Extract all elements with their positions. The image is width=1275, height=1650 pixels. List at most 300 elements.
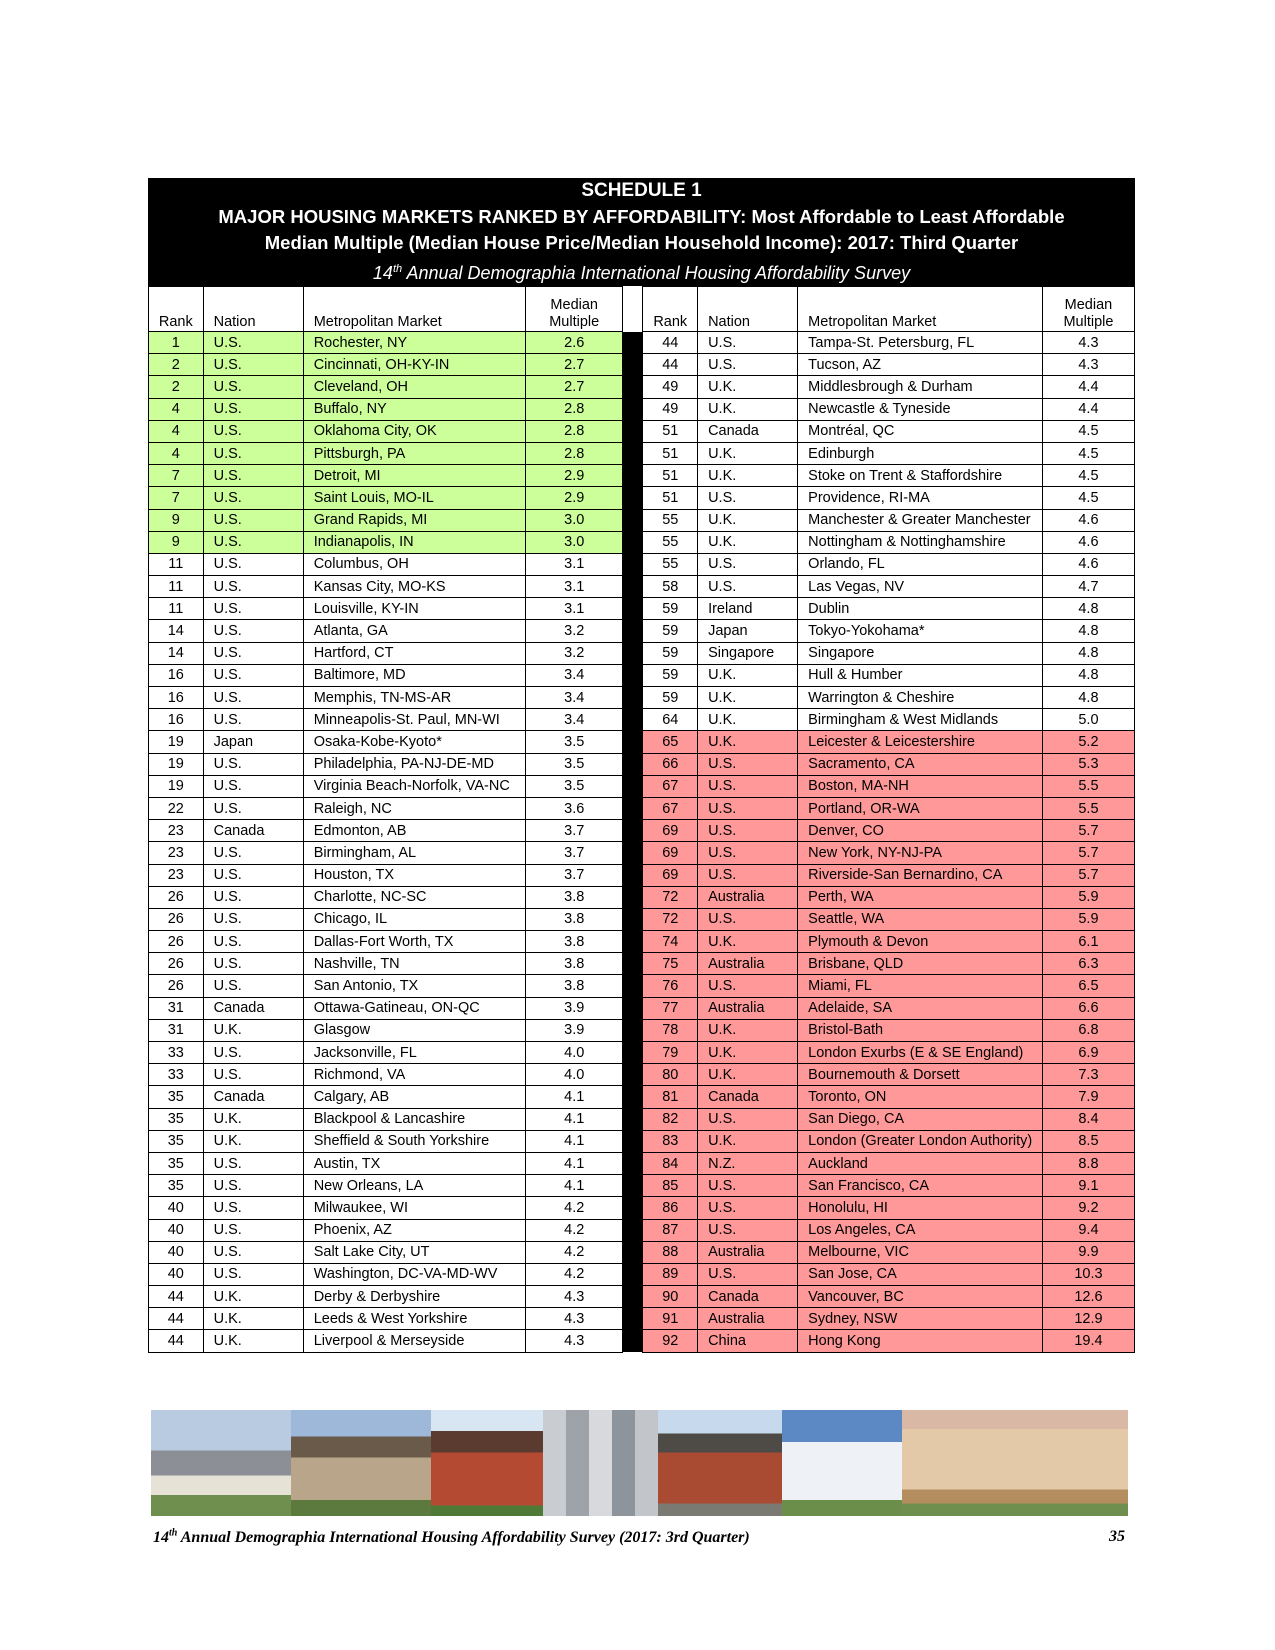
rank-cell: 55: [643, 509, 698, 531]
column-gap: [623, 975, 643, 997]
house-photo: [543, 1410, 658, 1516]
column-gap: [623, 576, 643, 598]
market-cell: Blackpool & Lancashire: [303, 1108, 525, 1130]
nation-cell: U.S.: [698, 354, 798, 376]
column-gap: [623, 420, 643, 442]
rank-cell: 87: [643, 1219, 698, 1241]
rank-cell: 79: [643, 1042, 698, 1064]
nation-cell: U.K.: [698, 465, 798, 487]
rank-cell: 85: [643, 1175, 698, 1197]
multiple-cell: 4.8: [1042, 598, 1134, 620]
market-cell: Orlando, FL: [798, 553, 1043, 575]
multiple-cell: 4.3: [1042, 354, 1134, 376]
market-cell: Louisville, KY-IN: [303, 598, 525, 620]
nation-cell: Canada: [698, 1086, 798, 1108]
column-gap: [623, 1263, 643, 1285]
table-row: [149, 709, 1135, 731]
market-cell: Glasgow: [303, 1019, 525, 1041]
multiple-cell: 3.4: [526, 687, 623, 709]
rank-cell: 11: [149, 576, 204, 598]
market-cell: Richmond, VA: [303, 1064, 525, 1086]
market-cell: Phoenix, AZ: [303, 1219, 525, 1241]
column-gap: [623, 1019, 643, 1041]
table-row: [149, 1019, 1135, 1041]
rank-cell: 16: [149, 664, 204, 686]
table-row: [149, 864, 1135, 886]
nation-cell: U.S.: [698, 576, 798, 598]
multiple-cell: 5.3: [1042, 753, 1134, 775]
nation-cell: U.K.: [698, 398, 798, 420]
table-row: [149, 1263, 1135, 1285]
nation-cell: U.S.: [698, 1263, 798, 1285]
multiple-cell: 7.9: [1042, 1086, 1134, 1108]
column-gap: [623, 531, 643, 553]
nation-cell: U.S.: [203, 687, 303, 709]
nation-cell: U.S.: [698, 820, 798, 842]
rank-cell: 23: [149, 820, 204, 842]
rank-cell: 11: [149, 553, 204, 575]
multiple-cell: 3.4: [526, 709, 623, 731]
column-gap: [623, 465, 643, 487]
nation-cell: U.K.: [203, 1019, 303, 1041]
multiple-cell: 19.4: [1042, 1330, 1134, 1352]
market-cell: Virginia Beach-Norfolk, VA-NC: [303, 775, 525, 797]
multiple-cell: 3.6: [526, 797, 623, 819]
rank-cell: 86: [643, 1197, 698, 1219]
market-cell: Bristol-Bath: [798, 1019, 1043, 1041]
multiple-cell: 5.2: [1042, 731, 1134, 753]
market-cell: Bournemouth & Dorsett: [798, 1064, 1043, 1086]
nation-cell: U.K.: [203, 1286, 303, 1308]
page-number: 35: [1109, 1528, 1125, 1545]
nation-cell: U.S.: [203, 797, 303, 819]
market-cell: Tampa-St. Petersburg, FL: [798, 332, 1043, 354]
column-gap: [623, 864, 643, 886]
table-row: [149, 420, 1135, 442]
rank-cell: 51: [643, 465, 698, 487]
market-cell: Baltimore, MD: [303, 664, 525, 686]
schedule-table-container: [148, 178, 1135, 1353]
nation-cell: U.S.: [203, 620, 303, 642]
rank-cell: 55: [643, 553, 698, 575]
nation-cell: U.K.: [698, 731, 798, 753]
rank-cell: 89: [643, 1263, 698, 1285]
house-photo-strip: [151, 1410, 1128, 1516]
rank-cell: 83: [643, 1130, 698, 1152]
market-cell: Cleveland, OH: [303, 376, 525, 398]
nation-cell: U.S.: [698, 332, 798, 354]
nation-cell: U.S.: [698, 797, 798, 819]
nation-cell: Canada: [698, 1286, 798, 1308]
market-cell: Los Angeles, CA: [798, 1219, 1043, 1241]
market-cell: Providence, RI-MA: [798, 487, 1043, 509]
house-photo: [431, 1410, 543, 1516]
rank-cell: 19: [149, 753, 204, 775]
nation-cell: U.S.: [203, 398, 303, 420]
multiple-cell: 5.7: [1042, 864, 1134, 886]
col-rank-header: Rank: [643, 287, 698, 332]
multiple-cell: 4.1: [526, 1086, 623, 1108]
market-cell: Tokyo-Yokohama*: [798, 620, 1043, 642]
multiple-cell: 4.8: [1042, 687, 1134, 709]
rank-cell: 2: [149, 376, 204, 398]
rank-cell: 51: [643, 442, 698, 464]
nation-cell: U.S.: [203, 1263, 303, 1285]
column-gap: [623, 842, 643, 864]
nation-cell: Australia: [698, 953, 798, 975]
nation-cell: U.K.: [698, 687, 798, 709]
nation-cell: Singapore: [698, 642, 798, 664]
market-cell: Atlanta, GA: [303, 620, 525, 642]
nation-cell: U.S.: [203, 576, 303, 598]
multiple-cell: 4.2: [526, 1241, 623, 1263]
market-cell: Calgary, AB: [303, 1086, 525, 1108]
nation-cell: U.S.: [203, 553, 303, 575]
market-cell: Sydney, NSW: [798, 1308, 1043, 1330]
multiple-cell: 9.1: [1042, 1175, 1134, 1197]
multiple-cell: 12.6: [1042, 1286, 1134, 1308]
table-row: [149, 931, 1135, 953]
column-gap: [623, 1286, 643, 1308]
multiple-cell: 12.9: [1042, 1308, 1134, 1330]
market-cell: Auckland: [798, 1152, 1043, 1174]
column-gap: [623, 664, 643, 686]
rank-cell: 80: [643, 1064, 698, 1086]
multiple-cell: 2.8: [526, 420, 623, 442]
nation-cell: U.S.: [698, 553, 798, 575]
house-photo: [782, 1410, 902, 1516]
table-row: [149, 465, 1135, 487]
column-gap: [623, 598, 643, 620]
rank-cell: 26: [149, 931, 204, 953]
rank-cell: 31: [149, 997, 204, 1019]
schedule-title: SCHEDULE 1: [581, 180, 702, 201]
multiple-cell: 3.5: [526, 775, 623, 797]
rank-cell: 26: [149, 886, 204, 908]
rank-cell: 49: [643, 376, 698, 398]
column-gap: [623, 1308, 643, 1330]
multiple-cell: 4.6: [1042, 531, 1134, 553]
column-gap: [623, 620, 643, 642]
multiple-cell: 4.1: [526, 1152, 623, 1174]
nation-cell: U.S.: [203, 598, 303, 620]
multiple-cell: 3.7: [526, 864, 623, 886]
nation-cell: U.S.: [203, 1197, 303, 1219]
multiple-cell: 10.3: [1042, 1263, 1134, 1285]
nation-cell: U.K.: [698, 664, 798, 686]
multiple-cell: 2.9: [526, 465, 623, 487]
nation-cell: U.S.: [203, 1219, 303, 1241]
market-cell: Ottawa-Gatineau, ON-QC: [303, 997, 525, 1019]
market-cell: Columbus, OH: [303, 553, 525, 575]
table-row: [149, 509, 1135, 531]
market-cell: Riverside-San Bernardino, CA: [798, 864, 1043, 886]
rank-cell: 40: [149, 1263, 204, 1285]
market-cell: Oklahoma City, OK: [303, 420, 525, 442]
multiple-cell: 4.0: [526, 1064, 623, 1086]
rank-cell: 74: [643, 931, 698, 953]
market-cell: Salt Lake City, UT: [303, 1241, 525, 1263]
market-cell: Edmonton, AB: [303, 820, 525, 842]
table-row: [149, 820, 1135, 842]
rank-cell: 23: [149, 864, 204, 886]
column-gap: [623, 709, 643, 731]
multiple-cell: 9.4: [1042, 1219, 1134, 1241]
nation-cell: U.K.: [698, 442, 798, 464]
col-nation-header: Nation: [203, 287, 303, 332]
market-cell: Saint Louis, MO-IL: [303, 487, 525, 509]
nation-cell: U.S.: [698, 1197, 798, 1219]
nation-cell: U.S.: [698, 908, 798, 930]
rank-cell: 23: [149, 842, 204, 864]
multiple-cell: 3.8: [526, 931, 623, 953]
rank-cell: 7: [149, 465, 204, 487]
rank-cell: 19: [149, 775, 204, 797]
column-gap: [623, 886, 643, 908]
table-row: [149, 775, 1135, 797]
col-multiple-header: Median Multiple: [1042, 287, 1134, 332]
market-cell: Singapore: [798, 642, 1043, 664]
market-cell: Dallas-Fort Worth, TX: [303, 931, 525, 953]
multiple-cell: 7.3: [1042, 1064, 1134, 1086]
rank-cell: 40: [149, 1219, 204, 1241]
nation-cell: U.S.: [203, 332, 303, 354]
column-gap: [623, 1241, 643, 1263]
column-gap: [623, 775, 643, 797]
multiple-cell: 3.2: [526, 642, 623, 664]
multiple-cell: 6.8: [1042, 1019, 1134, 1041]
rank-cell: 44: [149, 1330, 204, 1352]
table-row: [149, 753, 1135, 775]
multiple-cell: 3.5: [526, 753, 623, 775]
rank-cell: 66: [643, 753, 698, 775]
rank-cell: 59: [643, 687, 698, 709]
house-photo: [291, 1410, 431, 1516]
multiple-cell: 4.6: [1042, 509, 1134, 531]
market-cell: Melbourne, VIC: [798, 1241, 1043, 1263]
nation-cell: U.S.: [203, 953, 303, 975]
nation-cell: Canada: [203, 820, 303, 842]
rank-cell: 82: [643, 1108, 698, 1130]
multiple-cell: 6.9: [1042, 1042, 1134, 1064]
rank-cell: 44: [643, 354, 698, 376]
nation-cell: U.K.: [203, 1308, 303, 1330]
multiple-cell: 2.7: [526, 376, 623, 398]
nation-cell: U.K.: [698, 709, 798, 731]
col-rank-header: Rank: [149, 287, 204, 332]
market-cell: Edinburgh: [798, 442, 1043, 464]
column-gap: [623, 1108, 643, 1130]
column-gap: [623, 931, 643, 953]
rank-cell: 72: [643, 908, 698, 930]
market-cell: Grand Rapids, MI: [303, 509, 525, 531]
multiple-cell: 3.7: [526, 842, 623, 864]
market-cell: Montréal, QC: [798, 420, 1043, 442]
market-cell: Cincinnati, OH-KY-IN: [303, 354, 525, 376]
market-cell: New Orleans, LA: [303, 1175, 525, 1197]
rank-cell: 16: [149, 709, 204, 731]
column-gap: [623, 908, 643, 930]
column-gap: [623, 509, 643, 531]
rank-cell: 49: [643, 398, 698, 420]
nation-cell: U.S.: [203, 442, 303, 464]
column-gap: [623, 442, 643, 464]
market-cell: London (Greater London Authority): [798, 1130, 1043, 1152]
nation-cell: U.S.: [698, 842, 798, 864]
rank-cell: 55: [643, 531, 698, 553]
market-cell: Austin, TX: [303, 1152, 525, 1174]
market-cell: Charlotte, NC-SC: [303, 886, 525, 908]
nation-cell: N.Z.: [698, 1152, 798, 1174]
rank-cell: 72: [643, 886, 698, 908]
table-row: [149, 886, 1135, 908]
rank-cell: 9: [149, 509, 204, 531]
rank-cell: 4: [149, 398, 204, 420]
market-cell: Birmingham & West Midlands: [798, 709, 1043, 731]
multiple-cell: 3.1: [526, 576, 623, 598]
rank-cell: 40: [149, 1197, 204, 1219]
nation-cell: U.S.: [203, 1175, 303, 1197]
house-photo: [658, 1410, 782, 1516]
market-cell: New York, NY-NJ-PA: [798, 842, 1043, 864]
market-cell: Middlesbrough & Durham: [798, 376, 1043, 398]
table-row: [149, 1130, 1135, 1152]
multiple-cell: 4.3: [1042, 332, 1134, 354]
rank-cell: 35: [149, 1152, 204, 1174]
nation-cell: U.S.: [698, 1219, 798, 1241]
nation-cell: U.S.: [203, 1241, 303, 1263]
multiple-cell: 4.2: [526, 1219, 623, 1241]
rank-cell: 59: [643, 598, 698, 620]
multiple-cell: 4.1: [526, 1175, 623, 1197]
rank-cell: 22: [149, 797, 204, 819]
market-cell: Liverpool & Merseyside: [303, 1330, 525, 1352]
rank-cell: 78: [643, 1019, 698, 1041]
multiple-cell: 5.9: [1042, 908, 1134, 930]
market-cell: Leeds & West Yorkshire: [303, 1308, 525, 1330]
nation-cell: U.S.: [203, 753, 303, 775]
column-gap: [623, 797, 643, 819]
market-cell: Warrington & Cheshire: [798, 687, 1043, 709]
rank-cell: 51: [643, 487, 698, 509]
multiple-cell: 6.3: [1042, 953, 1134, 975]
schedule-header: [148, 178, 1135, 286]
nation-cell: Australia: [698, 997, 798, 1019]
rank-cell: 67: [643, 775, 698, 797]
nation-cell: Australia: [698, 886, 798, 908]
multiple-cell: 4.8: [1042, 642, 1134, 664]
market-cell: San Francisco, CA: [798, 1175, 1043, 1197]
table-row: [149, 1286, 1135, 1308]
nation-cell: Canada: [203, 997, 303, 1019]
market-cell: Hull & Humber: [798, 664, 1043, 686]
rank-cell: 14: [149, 620, 204, 642]
nation-cell: U.S.: [698, 487, 798, 509]
nation-cell: U.S.: [203, 975, 303, 997]
market-cell: Plymouth & Devon: [798, 931, 1043, 953]
market-cell: Derby & Derbyshire: [303, 1286, 525, 1308]
column-gap: [623, 753, 643, 775]
column-gap: [623, 1330, 643, 1352]
nation-cell: U.K.: [698, 376, 798, 398]
rank-cell: 11: [149, 598, 204, 620]
rank-cell: 69: [643, 864, 698, 886]
table-row: [149, 598, 1135, 620]
market-cell: Dublin: [798, 598, 1043, 620]
nation-cell: Japan: [698, 620, 798, 642]
column-gap: [623, 642, 643, 664]
rank-cell: 35: [149, 1130, 204, 1152]
rankings-table: [148, 286, 1135, 1353]
nation-cell: U.S.: [203, 1042, 303, 1064]
multiple-cell: 2.9: [526, 487, 623, 509]
rank-cell: 92: [643, 1330, 698, 1352]
multiple-cell: 5.5: [1042, 775, 1134, 797]
nation-cell: Australia: [698, 1241, 798, 1263]
column-gap: [623, 1042, 643, 1064]
market-cell: Brisbane, QLD: [798, 953, 1043, 975]
rank-cell: 51: [643, 420, 698, 442]
nation-cell: U.S.: [203, 509, 303, 531]
nation-cell: U.S.: [203, 775, 303, 797]
table-row: [149, 953, 1135, 975]
rank-cell: 26: [149, 953, 204, 975]
multiple-cell: 8.5: [1042, 1130, 1134, 1152]
multiple-cell: 3.8: [526, 975, 623, 997]
col-multiple-header: Median Multiple: [526, 287, 623, 332]
rank-cell: 33: [149, 1064, 204, 1086]
col-market-header: Metropolitan Market: [798, 287, 1043, 332]
multiple-cell: 8.4: [1042, 1108, 1134, 1130]
market-cell: Boston, MA-NH: [798, 775, 1043, 797]
table-row: [149, 1241, 1135, 1263]
rank-cell: 88: [643, 1241, 698, 1263]
nation-cell: Canada: [203, 1086, 303, 1108]
multiple-cell: 6.1: [1042, 931, 1134, 953]
table-row: [149, 1330, 1135, 1352]
column-gap: [623, 731, 643, 753]
table-row: [149, 487, 1135, 509]
table-row: [149, 797, 1135, 819]
market-cell: Seattle, WA: [798, 908, 1043, 930]
market-cell: San Jose, CA: [798, 1263, 1043, 1285]
column-gap: [623, 1197, 643, 1219]
table-row: [149, 908, 1135, 930]
multiple-cell: 2.6: [526, 332, 623, 354]
multiple-cell: 4.7: [1042, 576, 1134, 598]
market-cell: Houston, TX: [303, 864, 525, 886]
multiple-cell: 5.0: [1042, 709, 1134, 731]
multiple-cell: 3.9: [526, 997, 623, 1019]
market-cell: Tucson, AZ: [798, 354, 1043, 376]
multiple-cell: 9.2: [1042, 1197, 1134, 1219]
nation-cell: U.K.: [203, 1130, 303, 1152]
market-cell: Nashville, TN: [303, 953, 525, 975]
nation-cell: U.S.: [203, 908, 303, 930]
col-market-header: Metropolitan Market: [303, 287, 525, 332]
multiple-cell: 4.5: [1042, 442, 1134, 464]
nation-cell: U.S.: [698, 753, 798, 775]
column-gap: [623, 820, 643, 842]
market-cell: Indianapolis, IN: [303, 531, 525, 553]
market-cell: Memphis, TN-MS-AR: [303, 687, 525, 709]
column-header-row: [149, 287, 1135, 332]
rank-cell: 9: [149, 531, 204, 553]
multiple-cell: 6.5: [1042, 975, 1134, 997]
column-gap: [623, 1064, 643, 1086]
rank-cell: 59: [643, 664, 698, 686]
nation-cell: U.S.: [698, 975, 798, 997]
